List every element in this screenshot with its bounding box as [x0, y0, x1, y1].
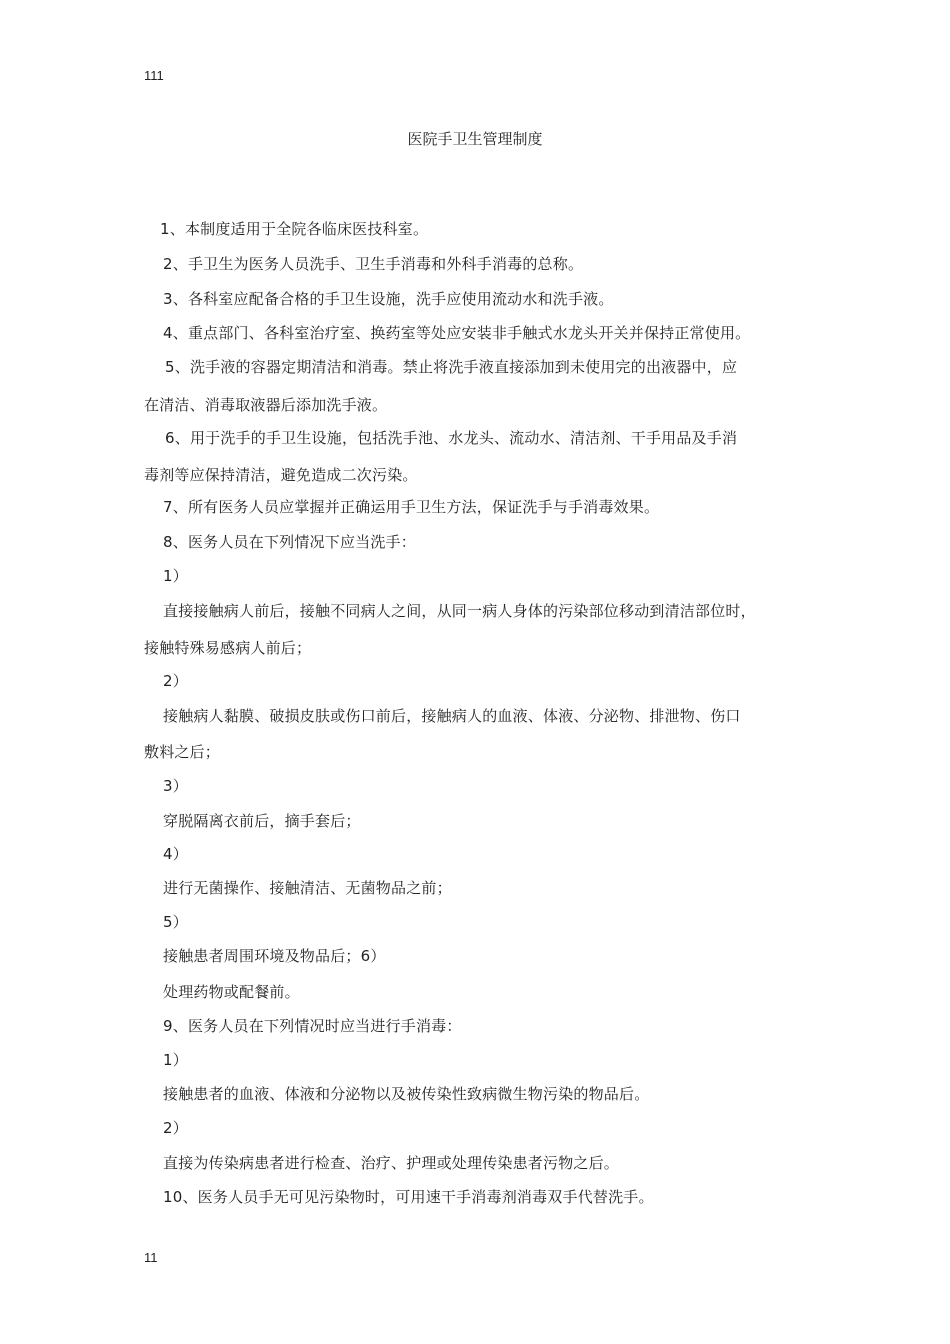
body-line: 3、各科室应配备合格的手卫生设施，洗手应使用流动水和洗手液。	[163, 290, 614, 308]
body-line: 7、所有医务人员应掌握并正确运用手卫生方法，保证洗手与手消毒效果。	[163, 498, 660, 516]
body-line: 1）	[163, 567, 188, 585]
body-line: 9、医务人员在下列情况时应当进行手消毒：	[163, 1017, 462, 1035]
body-line: 2）	[163, 672, 188, 690]
body-line: 接触特殊易感病人前后；	[144, 639, 312, 657]
body-line: 进行无菌操作、接触清洁、无菌物品之前；	[163, 879, 452, 897]
body-line: 1、本制度适用于全院各临床医技科室。	[160, 220, 429, 238]
body-line: 4、重点部门、各科室治疗室、换药室等处应安装非手触式水龙头开关并保持正常使用。	[163, 324, 751, 342]
body-line: 5）	[163, 913, 188, 931]
page-footer-number: 11	[144, 1250, 158, 1265]
body-line: 接触病人黏膜、破损皮肤或伤口前后，接触病人的血液、体液、分泌物、排泄物、伤口	[163, 707, 741, 725]
body-line: 2）	[163, 1119, 188, 1137]
body-line: 5、洗手液的容器定期清洁和消毒。禁止将洗手液直接添加到未使用完的出液器中，应	[165, 358, 738, 376]
page-header-number: 111	[144, 68, 164, 83]
body-line: 直接接触病人前后，接触不同病人之间，从同一病人身体的污染部位移动到清洁部位时，	[163, 602, 756, 620]
body-line: 敷料之后；	[144, 743, 221, 761]
body-line: 接触患者的血液、体液和分泌物以及被传染性致病微生物污染的物品后。	[163, 1085, 650, 1103]
body-line: 6、用于洗手的手卫生设施，包括洗手池、水龙头、流动水、清洁剂、干手用品及手消	[165, 429, 738, 447]
document-title: 医院手卫生管理制度	[407, 130, 543, 148]
body-line: 8、医务人员在下列情况下应当洗手：	[163, 533, 416, 551]
body-line: 在清洁、消毒取液器后添加洗手液。	[144, 396, 388, 414]
body-line: 4）	[163, 845, 188, 863]
body-line: 处理药物或配餐前。	[163, 983, 300, 1001]
body-line: 1）	[163, 1051, 188, 1069]
body-line: 10、医务人员手无可见污染物时，可用速干手消毒剂消毒双手代替洗手。	[163, 1188, 654, 1206]
body-line: 3）	[163, 777, 188, 795]
body-line: 接触患者周围环境及物品后；6）	[163, 947, 386, 965]
body-line: 穿脱隔离衣前后，摘手套后；	[163, 812, 361, 830]
body-line: 毒剂等应保持清洁，避免造成二次污染。	[144, 466, 418, 484]
body-line: 2、手卫生为医务人员洗手、卫生手消毒和外科手消毒的总称。	[163, 255, 584, 273]
body-line: 直接为传染病患者进行检查、治疗、护理或处理传染患者污物之后。	[163, 1154, 620, 1172]
